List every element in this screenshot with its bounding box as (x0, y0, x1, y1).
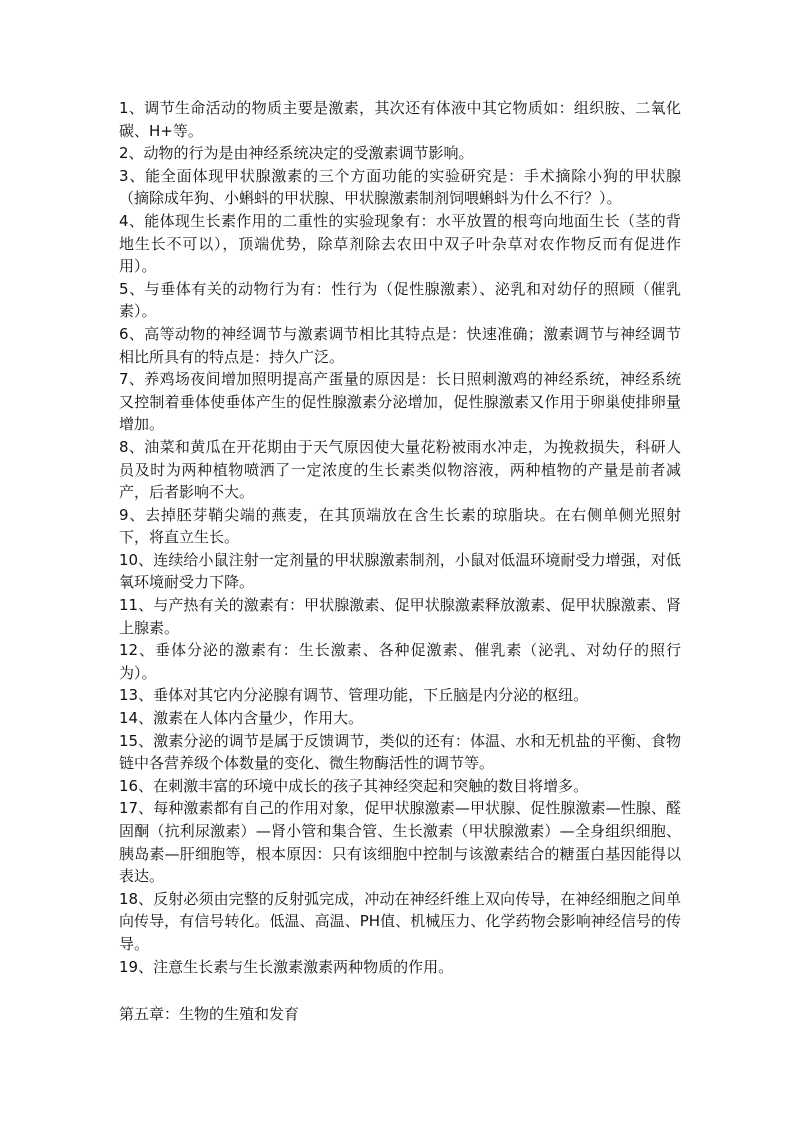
list-item: 5、与垂体有关的动物行为有：性行为（促性腺激素）、泌乳和对幼仔的照顾（催乳素）。 (119, 279, 681, 321)
list-item: 8、油菜和黄瓜在开花期由于天气原因使大量花粉被雨水冲走，为挽救损失，科研人员及时为两种植物喷洒了一定浓度的生长素类似物溶液，两种植物的产量是前者减产，后者影响不大。 (119, 437, 681, 502)
chapter-heading: 第五章：生物的生殖和发育 (119, 1005, 300, 1024)
list-item: 6、高等动物的神经调节与激素调节相比其特点是：快速准确；激素调节与神经调节相比所具有的特点是：持久广泛。 (119, 324, 681, 366)
list-item: 18、反射必须由完整的反射弧完成，冲动在神经纤维上双向传导，在神经细胞之间单向传导，有信号转化。低温、高温、PH值、机械压力、化学药物会影响神经信号的传导。 (119, 889, 681, 953)
list-item: 9、去掉胚芽鞘尖端的燕麦，在其顶端放在含生长素的琼脂块。在右侧单侧光照射下，将直立生长。 (119, 505, 681, 547)
list-item: 1、调节生命活动的物质主要是激素，其次还有体液中其它物质如：组织胺、二氧化碳、H+等。 (119, 99, 681, 140)
list-item: 4、能体现生长素作用的二重性的实验现象有：水平放置的根弯向地面生长（茎的背地生长不可以），顶端优势，除草剂除去农田中双子叶杂草对农作物反而有促进作用）。 (119, 211, 681, 276)
list-item: 14、激素在人体内含量少，作用大。 (119, 709, 364, 728)
list-item: 3、能全面体现甲状腺激素的三个方面功能的实验研究是：手术摘除小狗的甲状腺（摘除成年狗、小蝌蚪的甲状腺、甲状腺激素制剂饲喂蝌蚪为什么不行？）。 (119, 166, 681, 208)
document-body (119, 97, 681, 1026)
list-item: 17、每种激素都有自己的作用对象，促甲状腺激素—甲状腺、促性腺激素—性腺、醛固酮（抗利尿激素）—肾小管和集合管、生长激素（甲状腺激素）—全身组织细胞、胰岛素—肝细胞等，根本原因：只有该细胞中控制与该激素结合的糖蛋白基因能得以表达。 (119, 799, 681, 886)
list-item: 15、激素分泌的调节是属于反馈调节，类似的还有：体温、水和无机盐的平衡、食物链中各营养级个体数量的变化、微生物酶活性的调节等。 (119, 731, 681, 773)
list-item: 13、垂体对其它内分泌腺有调节、管理功能，下丘脑是内分泌的枢纽。 (119, 686, 589, 705)
list-item: 11、与产热有关的激素有：甲状腺激素、促甲状腺激素释放激素、促甲状腺激素、肾上腺素。 (119, 596, 681, 637)
list-item: 7、养鸡场夜间增加照明提高产蛋量的原因是：长日照刺激鸡的神经系统，神经系统又控制着垂体使垂体产生的促性腺激素分泌增加，促性腺激素又作用于卵巢使排卵量增加。 (119, 370, 681, 434)
list-item: 16、在刺激丰富的环境中成长的孩子其神经突起和突触的数目将增多。 (119, 776, 589, 795)
list-item: 19、注意生长素与生长激素激素两种物质的作用。 (119, 957, 454, 976)
list-item: 12、垂体分泌的激素有：生长激素、各种促激素、催乳素（泌乳、对幼仔的照行为）。 (119, 641, 681, 682)
list-item: 10、连续给小鼠注射一定剂量的甲状腺激素制剂，小鼠对低温环境耐受力增强，对低氧环境耐受力下降。 (119, 550, 681, 592)
list-item: 2、动物的行为是由神经系统决定的受激素调节影响。 (119, 144, 474, 163)
